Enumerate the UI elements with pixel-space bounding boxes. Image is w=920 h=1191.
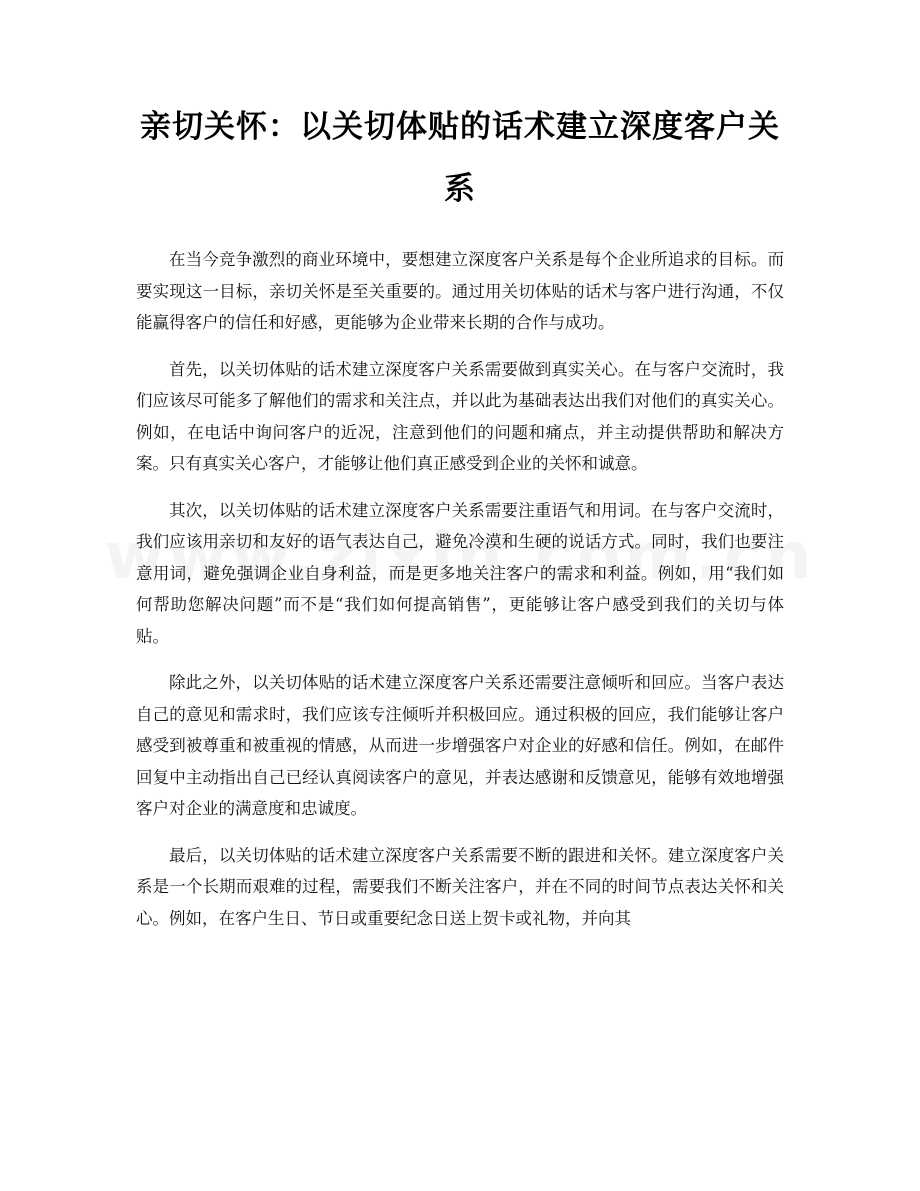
paragraph-2: 首先，以关切体贴的话术建立深度客户关系需要做到真实关心。在与客户交流时，我们应该尽可能多了解他们的需求和关注点，并以此为基础表达出我们对他们的真实关心。例如，在电话中询问客户的近况，注意到他们的问题和痛点，并主动提供帮助和解决方案。只有真实关心客户，才能够让他们真正感受到企业的关怀和诚意。	[136, 359, 784, 473]
document-title: 亲切关怀：以关切体贴的话术建立深度客户关系	[140, 109, 780, 207]
paragraph-3: 其次，以关切体贴的话术建立深度客户关系需要注重语气和用词。在与客户交流时，我们应该用亲切和友好的语气表达自己，避免冷漠和生硬的说话方式。同时，我们也要注意用词，避免强调企业自身利益，而是更多地关注客户的需求和利益。例如，用“我们如何帮助您解决问题”而不是“我们如何提高销售”，更能够让客户感受到我们的关切与体贴。	[136, 500, 784, 646]
paragraph-4: 除此之外，以关切体贴的话术建立深度客户关系还需要注意倾听和回应。当客户表达自己的意见和需求时，我们应该专注倾听并积极回应。通过积极的回应，我们能够让客户感受到被尊重和被重视的情感，从而进一步增强客户对企业的好感和信任。例如，在邮件回复中主动指出自己已经认真阅读客户的意见，并表达感谢和反馈意见，能够有效地增强客户对企业的满意度和忠诚度。	[136, 673, 784, 818]
document-body	[136, 244, 784, 934]
paragraph-5: 最后，以关切体贴的话术建立深度客户关系需要不断的跟进和关怀。建立深度客户关系是一个长期而艰难的过程，需要我们不断关注客户，并在不同的时间节点表达关怀和关心。例如，在客户生日、节日或重要纪念日送上贺卡或礼物，并向其	[136, 845, 784, 928]
paragraph-1: 在当今竞争激烈的商业环境中，要想建立深度客户关系是每个企业所追求的目标。而要实现这一目标，亲切关怀是至关重要的。通过用关切体贴的话术与客户进行沟通，不仅能赢得客户的信任和好感，更能够为企业带来长期的合作与成功。	[136, 250, 784, 332]
